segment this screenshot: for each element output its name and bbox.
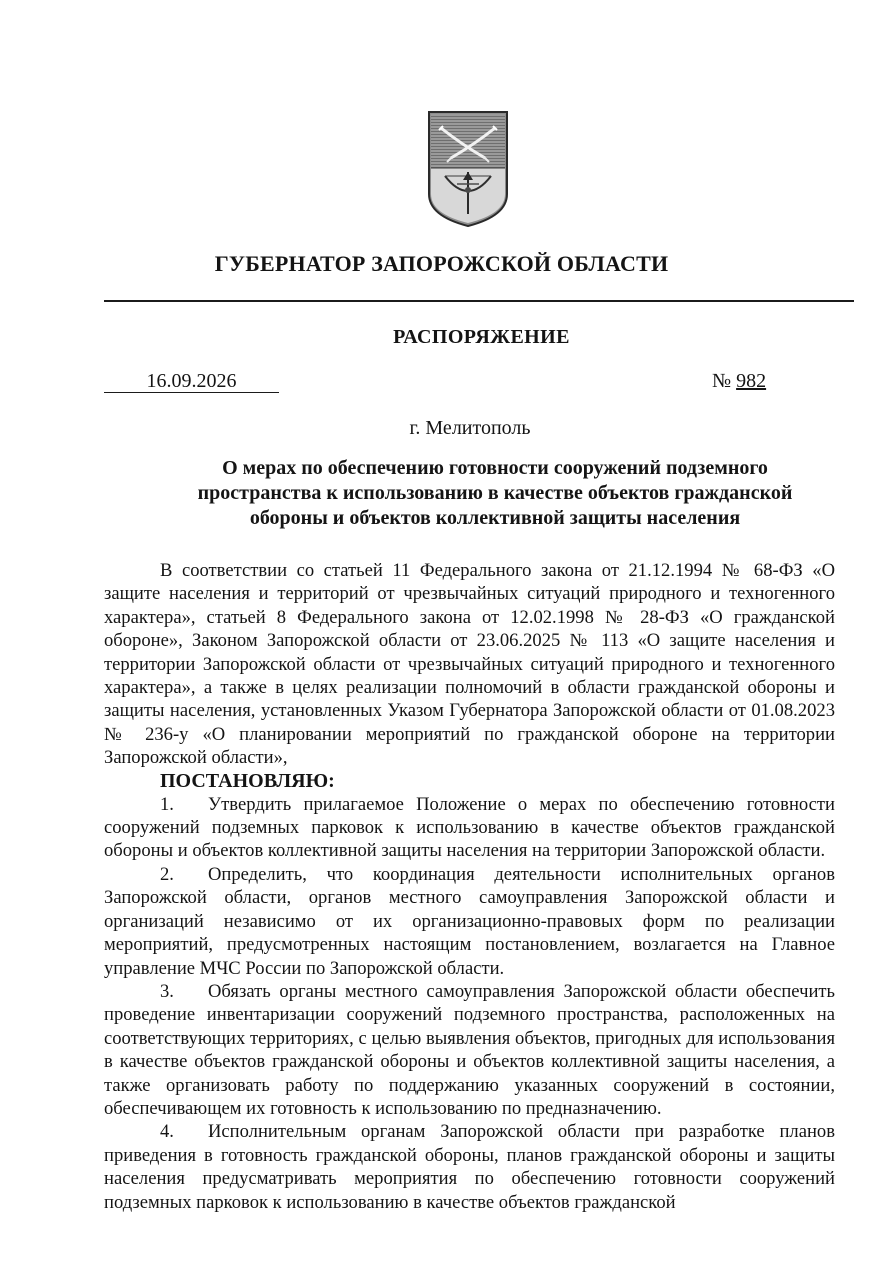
decree-heading: ПОСТАНОВЛЯЮ: xyxy=(160,769,335,792)
document-city: г. Мелитополь xyxy=(409,417,531,439)
coat-of-arms-emblem xyxy=(427,110,509,228)
number-prefix: № xyxy=(712,370,737,392)
header-divider xyxy=(104,300,854,302)
list-item xyxy=(104,793,835,863)
item-text: Определить, что координация деятельности исполнительных органов Запорожской области, органов местного самоуправления Запорожской области и организаций независимо от их организационно-правовых форм по реализации мероприятий, предусмотренных настоящим постановлением, возлагается на Главное управление МЧС России по Запорожской области. xyxy=(104,863,835,979)
number-value: 982 xyxy=(736,370,767,392)
title-line: пространства к использованию в качестве объектов гражданской xyxy=(197,482,793,504)
item-text: Исполнительным органам Запорожской области при разработке планов приведения в готовность гражданской обороны, планов гражданской обороны и защиты населения предусматривать мероприятия по обеспечению готовности сооружений подземных парковок к использованию в качестве объектов гражданской xyxy=(104,1121,835,1213)
issuing-authority: ГУБЕРНАТОР ЗАПОРОЖСКОЙ ОБЛАСТИ xyxy=(214,251,669,276)
item-number: 1. xyxy=(160,793,174,815)
item-number: 2. xyxy=(160,863,174,885)
document-type: РАСПОРЯЖЕНИЕ xyxy=(393,326,570,348)
list-item xyxy=(104,1120,835,1214)
title-line: обороны и объектов коллективной защиты населения xyxy=(249,507,741,529)
item-text: Утвердить прилагаемое Положение о мерах по обеспечению готовности сооружений подземных парковок к использованию в качестве объектов гражданской обороны и объектов коллективной защиты населения на территории Запорожской области. xyxy=(104,793,835,862)
item-text: Обязать органы местного самоуправления Запорожской области обеспечить проведение инвентаризации сооружений подземного пространства, расположенных на соответствующих территориях, с целью выявления объектов, пригодных для использования в качестве объектов гражданской обороны и объектов коллективной защиты населения, а также организовать работу по поддержанию указанных сооружений в состоянии, обеспечивающем их готовность к использованию по предназначению. xyxy=(104,980,835,1119)
list-item xyxy=(104,863,835,980)
item-number: 3. xyxy=(160,980,174,1002)
document-date: 16.09.2026 xyxy=(104,370,279,393)
list-item xyxy=(104,980,835,1120)
document-number xyxy=(712,370,766,393)
document-body xyxy=(104,559,835,1214)
item-number: 4. xyxy=(160,1121,174,1143)
preamble-paragraph: В соответствии со статьей 11 Федерального закона от 21.12.1994 № 68-ФЗ «О защите населения и территорий от чрезвычайных ситуаций природного и техногенного характера», статьей 8 Федерального закона от 12.02.1998 № 28-ФЗ «О гражданской обороне», Законом Запорожской области от 23.06.2025 № 113 «О защите населения и территории Запорожской области от чрезвычайных ситуаций природного и техногенного характера», а также в целях реализации полномочий в области гражданской обороны и защиты населения, установленных Указом Губернатора Запорожской области от 01.08.2023 № 236-у «О планировании мероприятий по гражданской обороне на территории Запорожской области», xyxy=(104,560,835,769)
title-line: О мерах по обеспечению готовности сооружений подземного xyxy=(222,457,768,479)
document-title xyxy=(150,456,840,531)
